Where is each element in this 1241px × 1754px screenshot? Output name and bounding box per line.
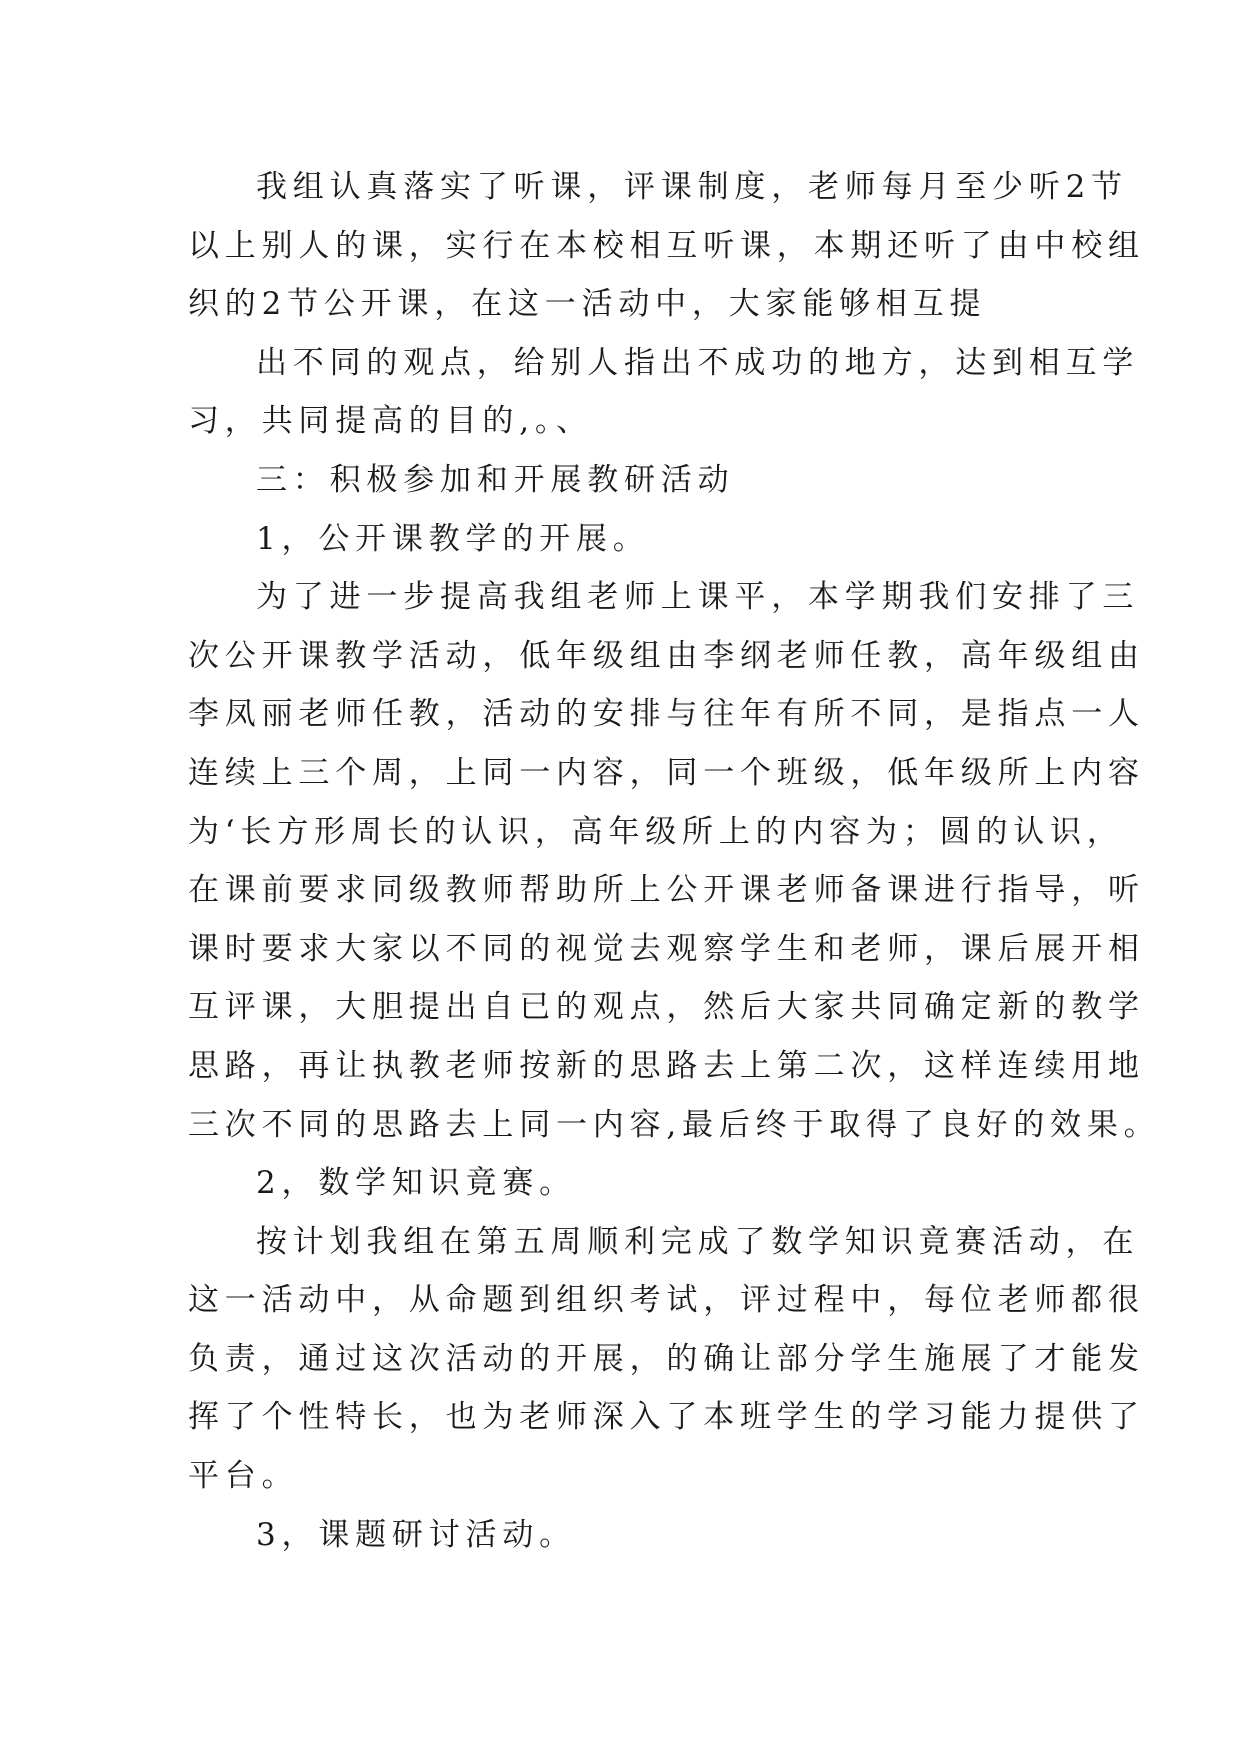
text-line: 2，数学知识竟赛。 bbox=[256, 1165, 576, 1202]
document-body bbox=[188, 158, 1161, 1564]
text-line: 这一活动中，从命题到组织考试，评过程中，每位老师都很 bbox=[188, 1282, 1145, 1319]
text-line: 课时要求大家以不同的视觉去观察学生和老师，课后展开相 bbox=[188, 930, 1145, 967]
text-line: 1，公开课教学的开展。 bbox=[256, 520, 650, 557]
text-line: 以上别人的课，实行在本校相互听课，本期还听了由中校组 bbox=[188, 227, 1145, 264]
text-line: 李凤丽老师任教，活动的安排与往年有所不同，是指点一人 bbox=[188, 696, 1145, 733]
text-line: 挥了个性特长，也为老师深入了本班学生的学习能力提供了 bbox=[188, 1399, 1145, 1436]
text-line: 为‘长方形周长的认识，高年级所上的内容为；圆的认识， bbox=[188, 813, 1124, 850]
text-line: 为了进一步提高我组老师上课平，本学期我们安排了三 bbox=[256, 579, 1140, 616]
text-line: 平台。 bbox=[188, 1458, 299, 1495]
text-line: 连续上三个周，上同一内容，同一个班级，低年级所上内容 bbox=[188, 754, 1145, 791]
text-line: 三次不同的思路去上同一内容,最后终于取得了良好的效果。 bbox=[188, 1106, 1161, 1143]
text-line: 互评课，大胆提出自已的观点，然后大家共同确定新的教学 bbox=[188, 989, 1145, 1026]
text-line: 按计划我组在第五周顺利完成了数学知识竟赛活动，在 bbox=[256, 1223, 1140, 1260]
text-line: 负责，通过这次活动的开展，的确让部分学生施展了才能发 bbox=[188, 1340, 1145, 1377]
text-line: 3，课题研讨活动。 bbox=[256, 1516, 576, 1553]
text-line: 思路，再让执教老师按新的思路去上第二次，这样连续用地 bbox=[188, 1047, 1145, 1084]
text-line: 出不同的观点，给别人指出不成功的地方，达到相互学 bbox=[256, 344, 1140, 381]
text-line: 三：积极参加和开展教研活动 bbox=[256, 461, 735, 498]
text-line: 织的2节公开课，在这一活动中，大家能够相互提 bbox=[188, 286, 987, 323]
text-line: 习，共同提高的目的,。、 bbox=[188, 403, 593, 440]
text-line: 次公开课教学活动，低年级组由李纲老师任教，高年级组由 bbox=[188, 637, 1145, 674]
text-line: 我组认真落实了听课，评课制度，老师每月至少听2节 bbox=[256, 169, 1128, 205]
text-line: 在课前要求同级教师帮助所上公开课老师备课进行指导，听 bbox=[188, 872, 1145, 909]
